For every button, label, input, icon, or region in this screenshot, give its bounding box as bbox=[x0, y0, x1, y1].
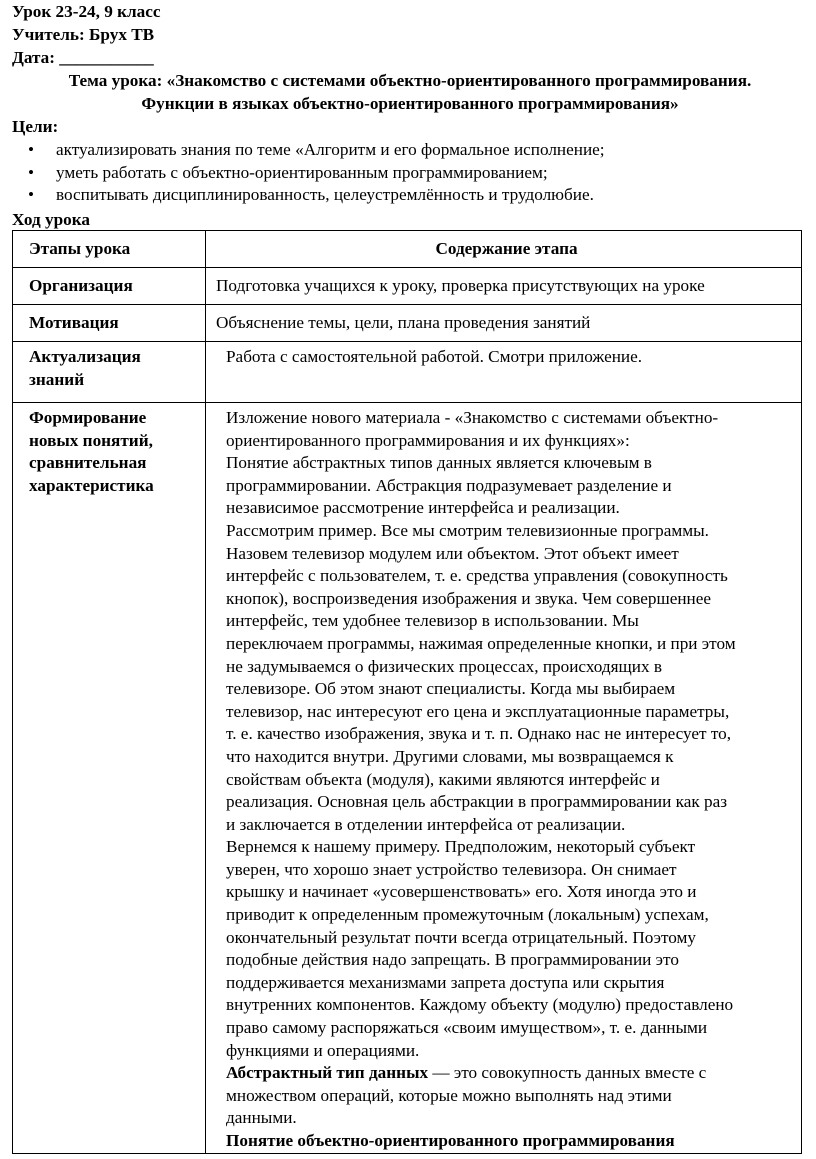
goal-text: уметь работать с объектно-ориентированным программированием; bbox=[56, 162, 548, 182]
content-line: реализация. Основная цель абстракции в программировании как раз bbox=[226, 792, 727, 812]
content-line: внутренних компонентов. Каждому объекту (модулю) предоставлено bbox=[226, 995, 734, 1015]
content-lines bbox=[226, 407, 797, 1062]
bullet-icon: • bbox=[28, 185, 35, 205]
table-header-row bbox=[13, 231, 802, 268]
content-cell: Работа с самостоятельной работой. Смотри приложение. bbox=[206, 342, 802, 403]
stage-cell: Организация bbox=[13, 268, 206, 305]
topic-line-1: Тема урока: «Знакомство с системами объектно-ориентированного программирования. bbox=[68, 71, 752, 90]
content-line: свойствам объекта (модуля), какими являются интерфейс и bbox=[226, 769, 660, 789]
content-line: программировании. Абстракция подразумевает разделение и bbox=[226, 475, 672, 495]
content-line: Изложение нового материала - «Знакомство с системами объектно- bbox=[226, 408, 719, 427]
content-line: т. е. качество изображения, звука и т. п. Однако нас не интересует то, bbox=[226, 724, 732, 744]
stage-cell bbox=[13, 342, 206, 403]
goal-item bbox=[12, 184, 605, 207]
goal-item bbox=[12, 139, 605, 162]
content-line: телевизоре. Об этом знают специалисты. Когда мы выбираем bbox=[226, 679, 676, 699]
teacher-line: Учитель: Брух ТВ bbox=[12, 25, 155, 44]
content-line: кнопок), воспроизведения изображения и звука. Чем совершеннее bbox=[226, 588, 712, 608]
content-line: поддерживается механизмами запрета доступа или скрытия bbox=[226, 972, 665, 992]
stage-cell bbox=[13, 403, 206, 1154]
topic-line-2: Функции в языках объектно-ориентированного программирования» bbox=[141, 93, 679, 113]
content-line: переключаем программы, нажимая определенные кнопки, и при этом bbox=[226, 633, 736, 653]
goal-text: актуализировать знания по теме «Алгоритм и его формальное исполнение; bbox=[56, 140, 605, 159]
content-cell bbox=[206, 403, 802, 1154]
table-row bbox=[13, 342, 802, 403]
content-line: телевизор, нас интересуют его цена и эксплуатационные параметры, bbox=[226, 701, 730, 721]
content-line: множеством операций, которые можно выполнять над этими bbox=[226, 1085, 672, 1105]
content-cell: Объяснение темы, цели, плана проведения занятий bbox=[206, 305, 802, 342]
date-line: Дата: ___________ bbox=[12, 48, 154, 67]
content-line: данными. bbox=[226, 1108, 297, 1128]
stage-line: знаний bbox=[29, 369, 85, 389]
lesson-topic bbox=[12, 70, 808, 115]
content-line: Назовем телевизор модулем или объектом. Этот объект имеет bbox=[226, 543, 679, 563]
content-line: не задумываемся о физических процессах, происходящих в bbox=[226, 656, 662, 676]
oop-heading: Понятие объектно-ориентированного программирования bbox=[226, 1131, 675, 1150]
stage-line: Актуализация bbox=[29, 347, 141, 366]
bullet-icon: • bbox=[28, 140, 35, 159]
content-line: что находится внутри. Другими словами, мы возвращаемся к bbox=[226, 746, 674, 766]
content-line: подобные действия надо запрещать. В программировании это bbox=[226, 950, 679, 970]
content-line: крышку и начинает «усовершенствовать» его. Хотя иногда это и bbox=[226, 882, 697, 902]
adt-term: Абстрактный тип данных bbox=[226, 1063, 429, 1083]
goal-item bbox=[12, 162, 605, 185]
content-line: приводит к определенным промежуточным (локальным) успехам, bbox=[226, 905, 709, 925]
content-line: Вернемся к нашему примеру. Предположим, некоторый субъект bbox=[226, 837, 696, 857]
lesson-line: Урок 23-24, 9 класс bbox=[12, 2, 161, 21]
table-row bbox=[13, 403, 802, 1154]
adt-definition-line bbox=[226, 1062, 797, 1085]
content-line: уверен, что хорошо знает устройство телевизора. Он снимает bbox=[226, 859, 677, 879]
stage-line: новых понятий, bbox=[29, 430, 153, 450]
header-content: Содержание этапа bbox=[206, 231, 802, 268]
goals-list bbox=[12, 139, 605, 207]
table-row bbox=[13, 268, 802, 305]
content-line: независимое рассмотрение интерфейса и реализации. bbox=[226, 498, 620, 518]
content-line: Рассмотрим пример. Все мы смотрим телевизионные программы. bbox=[226, 520, 709, 540]
adt-definition: — это совокупность данных вместе с bbox=[428, 1063, 707, 1083]
content-cell: Подготовка учащихся к уроку, проверка присутствующих на уроке bbox=[206, 268, 802, 305]
content-line: право самому распоряжаться «своим имуществом», т. е. данными bbox=[226, 1018, 708, 1038]
course-title: Ход урока bbox=[12, 210, 90, 229]
stage-line: Формирование bbox=[29, 408, 147, 427]
table-row bbox=[13, 305, 802, 342]
content-line: ориентированного программирования и их функциях»: bbox=[226, 430, 630, 450]
content-line: функциями и операциями. bbox=[226, 1040, 420, 1060]
content-line: и заключается в отделении интерфейса от реализации. bbox=[226, 814, 626, 834]
stage-line: сравнительная bbox=[29, 453, 147, 473]
goal-text: воспитывать дисциплинированность, целеустремлённость и трудолюбие. bbox=[56, 185, 594, 205]
content-line: окончательный результат почти всегда отрицательный. Поэтому bbox=[226, 927, 696, 947]
stage-cell: Мотивация bbox=[13, 305, 206, 342]
header-stages: Этапы урока bbox=[13, 231, 206, 268]
content-line: Понятие абстрактных типов данных является ключевым в bbox=[226, 453, 652, 473]
content-line: интерфейс, тем удобнее телевизор в использовании. Мы bbox=[226, 611, 639, 631]
lesson-stages-table bbox=[12, 230, 802, 1154]
goals-title: Цели: bbox=[12, 117, 59, 136]
bullet-icon: • bbox=[28, 162, 35, 182]
stage-line: характеристика bbox=[29, 475, 154, 495]
content-line: интерфейс с пользователем, т. е. средства управления (совокупность bbox=[226, 566, 728, 586]
